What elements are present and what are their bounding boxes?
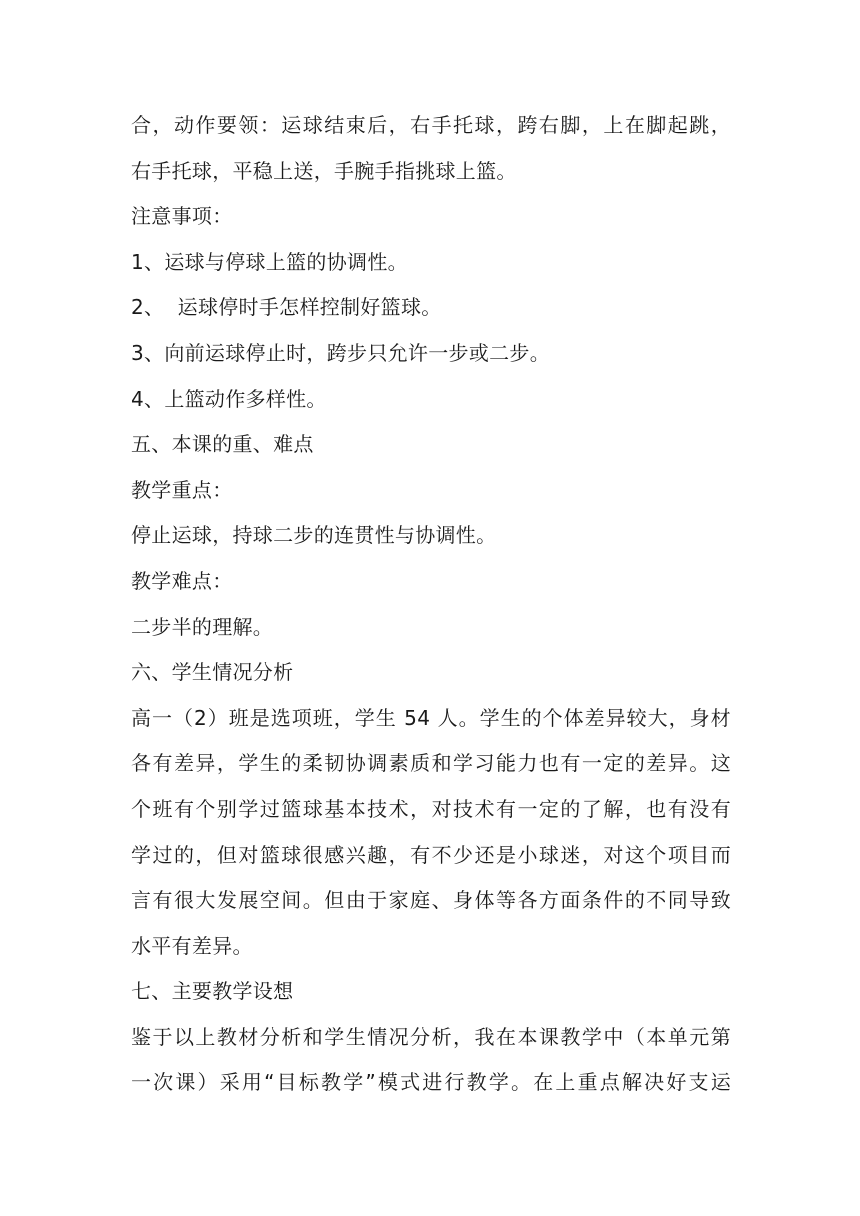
analysis-line-3: 个班有个别学过篮球基本技术，对技术有一定的了解，也有没有 [131, 796, 731, 821]
section-subheading-notes: 注意事项： [131, 204, 233, 229]
plan-line-2: 一次课）采用“目标教学”模式进行教学。在上重点解决好支运 [131, 1070, 731, 1095]
subheading-key-points: 教学重点： [131, 477, 233, 502]
text-line-2: 右手托球，平稳上送，手腕手指挑球上篮。 [131, 158, 517, 183]
analysis-line-4: 学过的，但对篮球很感兴趣，有不少还是小球迷，对这个项目而 [131, 842, 731, 867]
text-line-1: 合，动作要领：运球结束后，右手托球，跨右脚，上在脚起跳， [131, 113, 731, 137]
section-heading-6: 六、学生情况分析 [131, 660, 294, 685]
list-item-1: 1、运球与停球上篮的协调性。 [131, 249, 408, 274]
difficulties-text: 二步半的理解。 [131, 614, 274, 639]
subheading-difficulties: 教学难点： [131, 568, 233, 593]
section-heading-7: 七、主要教学设想 [131, 979, 294, 1004]
key-points-text: 停止运球，持球二步的连贯性与协调性。 [131, 523, 497, 548]
list-item-4: 4、上篮动作多样性。 [131, 386, 327, 411]
list-item-3: 3、向前运球停止时，跨步只允许一步或二步。 [131, 340, 551, 365]
analysis-line-1: 高一（2）班是选项班，学生 54 人。学生的个体差异较大，身材 [131, 705, 731, 730]
analysis-line-5: 言有很大发展空间。但由于家庭、身体等各方面条件的不同导致 [131, 888, 731, 913]
plan-line-1: 鉴于以上教材分析和学生情况分析，我在本课教学中（本单元第 [131, 1024, 731, 1049]
analysis-line-2: 各有差异，学生的柔韧协调素质和学习能力也有一定的差异。这 [131, 751, 731, 776]
analysis-line-6: 水平有差异。 [131, 933, 253, 958]
section-heading-5: 五、本课的重、难点 [131, 432, 314, 457]
list-item-2: 2、 运球停时手怎样控制好篮球。 [131, 295, 442, 320]
document-body [131, 103, 731, 1106]
